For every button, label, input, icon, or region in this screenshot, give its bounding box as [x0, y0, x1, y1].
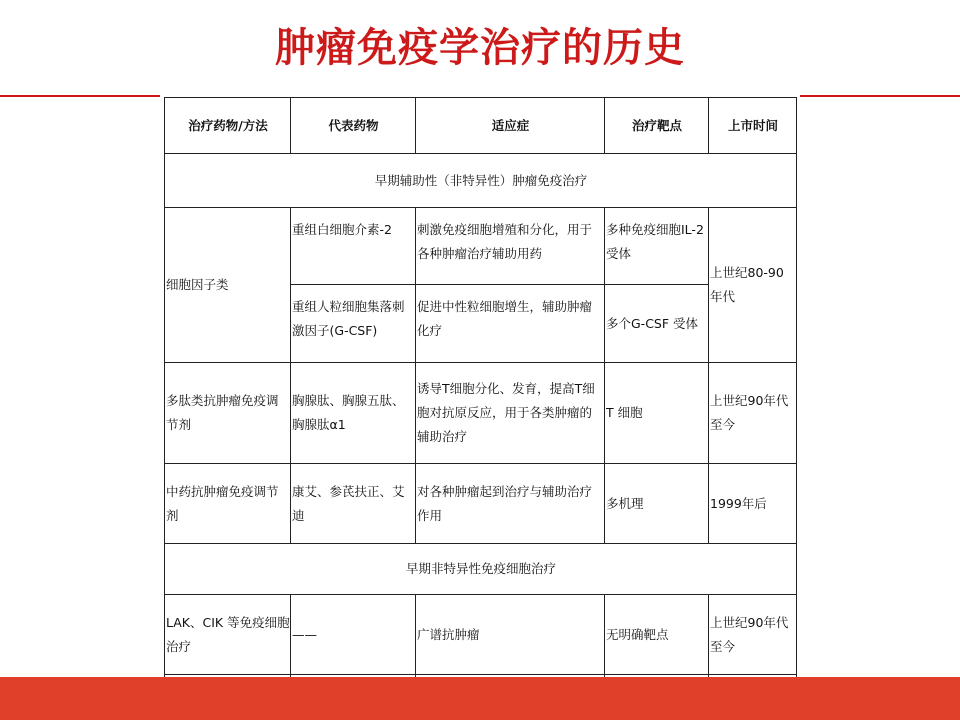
section-row: [165, 154, 797, 208]
cell-time-cytokine: 上世纪80-90年代: [709, 208, 797, 363]
table-row: [165, 208, 797, 285]
cell-drug-cell: ——: [291, 595, 416, 675]
cell-indication-gcsf: 促进中性粒细胞增生，辅助肿瘤化疗: [416, 285, 605, 363]
cell-category-cell: LAK、CIK 等免疫细胞治疗: [165, 595, 291, 675]
history-table-container: [164, 97, 798, 677]
cell-category-peptide: 多肽类抗肿瘤免疫调节剂: [165, 363, 291, 464]
title-rule-right: [800, 95, 960, 97]
title-rule-left: [0, 95, 160, 97]
cell-time-tcm: 1999年后: [709, 464, 797, 544]
cell-drug-gcsf: 重组人粒细胞集落刺激因子(G-CSF): [291, 285, 416, 363]
table-header-row: [165, 98, 797, 154]
cell-indication-peptide: 诱导T细胞分化、发育，提高T细胞对抗原反应，用于各类肿瘤的辅助治疗: [416, 363, 605, 464]
slide-title: 肿瘤免疫学治疗的历史: [275, 25, 685, 71]
cell-indication-cell: 广谱抗肿瘤: [416, 595, 605, 675]
header-target: 治疗靶点: [605, 98, 709, 154]
table-row: [165, 363, 797, 464]
cell-target-cell: 无明确靶点: [605, 595, 709, 675]
section-heading-early-adjuvant: 早期辅助性（非特异性）肿瘤免疫治疗: [165, 154, 797, 208]
cell-category-tcm: 中药抗肿瘤免疫调节剂: [165, 464, 291, 544]
cell-target-gcsf: 多个G-CSF 受体: [605, 285, 709, 363]
cell-drug-tcm: 康艾、参芪扶正、艾迪: [291, 464, 416, 544]
cell-category-cytokine: 细胞因子类: [165, 208, 291, 363]
cell-target-peptide: T 细胞: [605, 363, 709, 464]
cell-drug-il2: 重组白细胞介素-2: [291, 208, 416, 285]
history-table: [164, 97, 797, 677]
table-row: [165, 464, 797, 544]
cell-target-il2: 多种免疫细胞IL-2受体: [605, 208, 709, 285]
header-method: 治疗药物/方法: [165, 98, 291, 154]
cell-time-peptide: 上世纪90年代至今: [709, 363, 797, 464]
table-row: [165, 595, 797, 675]
cell-indication-il2: 刺激免疫细胞增殖和分化，用于各种肿瘤治疗辅助用药: [416, 208, 605, 285]
footer-band: [0, 677, 960, 720]
section-row: [165, 544, 797, 595]
header-drug: 代表药物: [291, 98, 416, 154]
cell-drug-peptide: 胸腺肽、胸腺五肽、胸腺肽α1: [291, 363, 416, 464]
cell-time-cell: 上世纪90年代至今: [709, 595, 797, 675]
section-heading-early-cell: 早期非特异性免疫细胞治疗: [165, 544, 797, 595]
cell-target-tcm: 多机理: [605, 464, 709, 544]
header-launch-time: 上市时间: [709, 98, 797, 154]
cell-indication-tcm: 对各种肿瘤起到治疗与辅助治疗作用: [416, 464, 605, 544]
header-indication: 适应症: [416, 98, 605, 154]
